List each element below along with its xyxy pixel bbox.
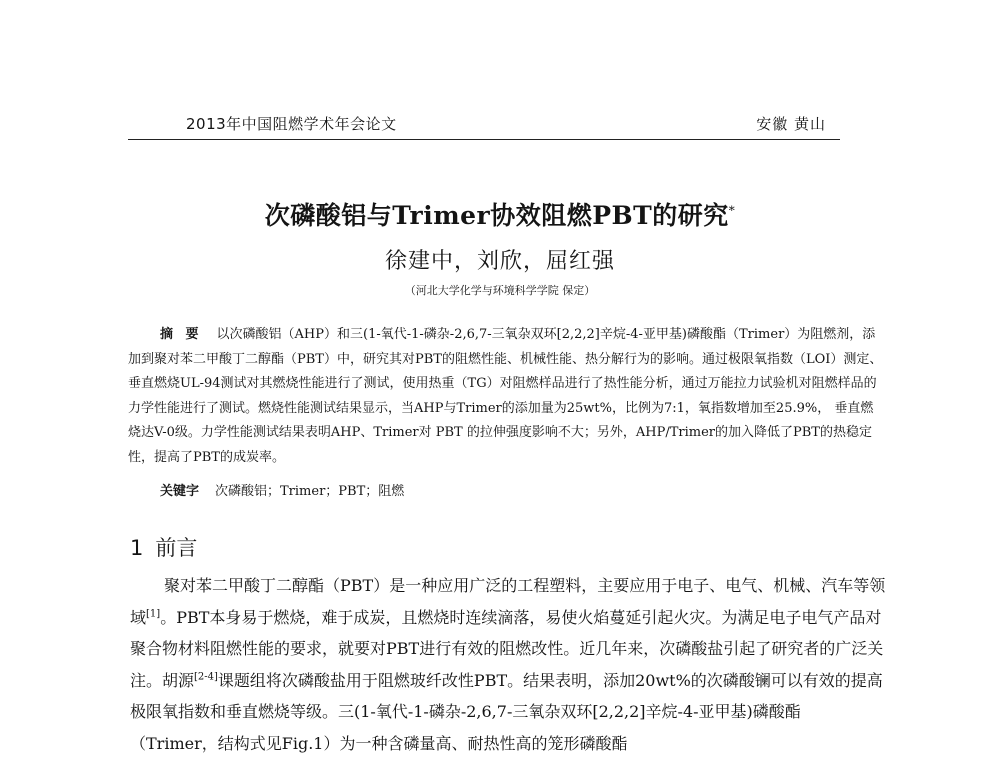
- body-text-part-1: 聚对苯二甲酸丁二醇酯（PBT）是一种应用广泛的工程塑料，主要应用于电子、电气、机械、汽车等领域: [130, 576, 886, 627]
- header-rule: [128, 139, 840, 140]
- body-text: [130, 570, 886, 759]
- keywords-text: 次磷酸铝；Trimer；PBT；阻燃: [215, 484, 405, 499]
- body-paragraph: [130, 570, 886, 759]
- running-header-conference: 2013年中国阻燃学术年会论文: [186, 115, 397, 133]
- keywords-label: 关键字: [160, 484, 200, 499]
- section-heading: [130, 532, 197, 562]
- body-text-part-3: 课题组将次磷酸盐用于阻燃玻纤改性PBT。结果表明，添加20wt%的次磷酸镧可以有效的提高极限氧指数和垂直燃烧等级。三(1-氧代-1-磷杂-2,6,7-三氧杂双环[2,2,2]辛烷-4-亚甲基)磷酸酯（Trimer，结构式见Fig.1）为一种含磷量高、耐热性高的笼形磷酸酯: [130, 670, 883, 753]
- running-header-location: 安徽 黄山: [756, 115, 826, 133]
- title-footnote-mark: *: [728, 203, 736, 218]
- citation-ref-2-4: [2-4]: [194, 671, 218, 683]
- abstract-label: 摘 要: [160, 327, 203, 342]
- body-text-part-2: 。PBT本身易于燃烧，难于成炭，且燃烧时连续滴落，易使火焰蔓延引起火灾。为满足电子电气产品对聚合物材料阻燃性能的要求，就要对PBT进行有效的阻燃改性。近几年来，次磷酸盐引起了研究者的广泛关注。胡源: [130, 607, 884, 690]
- paper-title: [0, 196, 1000, 232]
- paper-title-text: 次磷酸铝与Trimer协效阻燃PBT的研究: [264, 201, 729, 230]
- author-list: 徐建中，刘欣，屈红强: [384, 249, 615, 274]
- abstract: [128, 323, 884, 470]
- abstract-text: 以次磷酸铝（AHP）和三(1-氧代-1-磷杂-2,6,7-三氧杂双环[2,2,2]辛烷-4-亚甲基)磷酸酯（Trimer）为阻燃剂，添加到聚对苯二甲酸丁二醇酯（PBT）中，研究其对PBT的阻燃性能、机械性能、热分解行为的影响。通过极限氧指数（LOI）测定、垂直燃烧UL-94测试对其燃烧性能进行了测试，使用热重（TG）对阻燃样品进行了热性能分析，通过万能拉力试验机对阻燃样品的力学性能进行了测试。燃烧性能测试结果显示，当AHP与Trimer的添加量为25wt%，比例为7:1，氧指数增加至25.9%， 垂直燃烧达V-0级。力学性能测试结果表明AHP、Trimer对 PBT 的拉伸强度影响不大；另外，AHP/Trimer的加入降低了PBT的热稳定性，提高了PBT的成炭率。: [128, 327, 883, 465]
- section-number: 1: [130, 536, 144, 560]
- affiliation: （河北大学化学与环境科学学院 保定）: [404, 284, 596, 297]
- citation-ref-1: [1]: [146, 608, 161, 620]
- keywords: [160, 482, 404, 502]
- running-header: [128, 112, 840, 136]
- section-title: 前言: [155, 536, 198, 560]
